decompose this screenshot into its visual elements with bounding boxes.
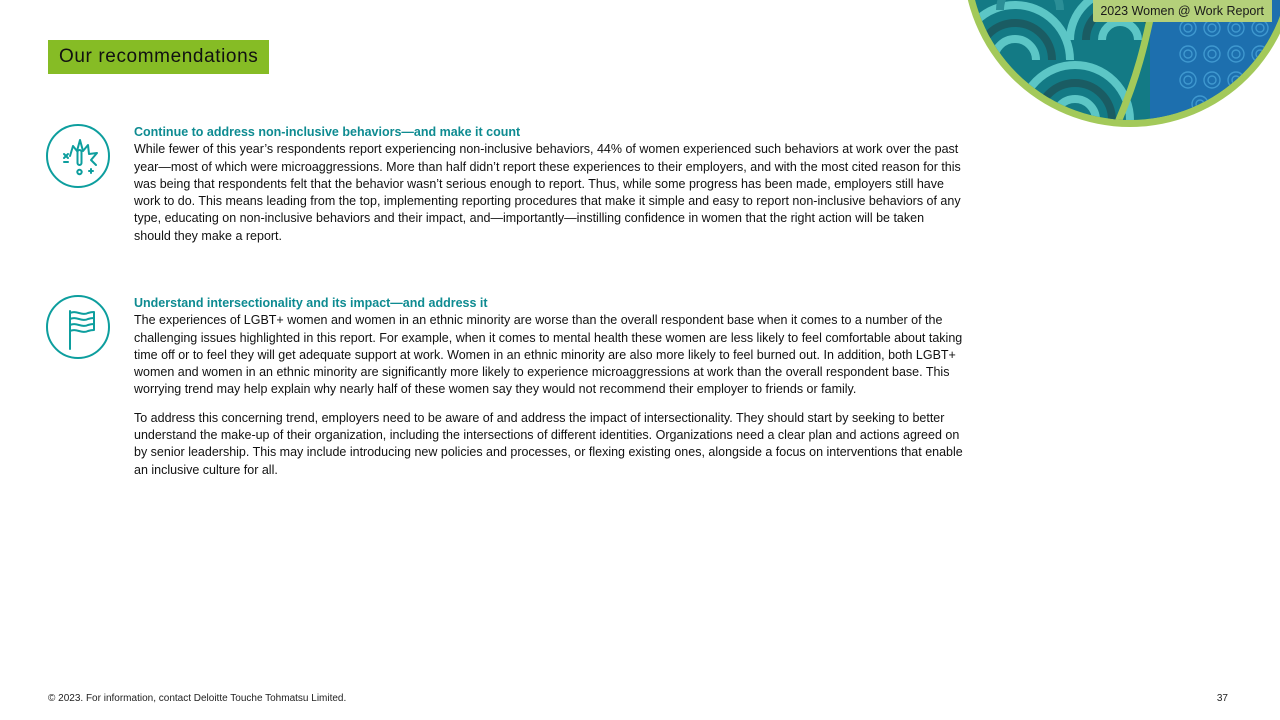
recommendation-paragraph: To address this concerning trend, employers need to be aware of and address the impact of intersectionality. They should start by seeking to better understand the make-up of their organization, including the intersections of different identities. Organizations need a clear plan and actions agreed on by senior leadership. This may include introducing new policies and processes, or flexing existing ones, alongside a focus on interventions that enable an inclusive culture for all.	[134, 410, 963, 477]
page-number: 37	[1216, 693, 1228, 704]
recommendation-heading: Continue to address non-inclusive behaviors—and make it count	[134, 125, 521, 139]
recommendation-paragraph: The experiences of LGBT+ women and women in an ethnic minority are worse than the overall respondent base when it comes to a number of the challenging issues highlighted in this report. For example, when it comes to mental health these women are less likely to feel comfortable about taking time off or to feel they will get adequate support at work. Women in an ethnic minority are also more likely to feel burned out. In addition, both LGBT+ women and women in an ethnic minority are significantly more likely to experience microaggressions at work than the overall respondent base. This worrying trend may help explain why nearly half of these women say they would not recommend their employer to friends or family.	[134, 313, 963, 397]
recommendation-paragraph: While fewer of this year’s respondents report experiencing non-inclusive behaviors, 44% of women experienced such behaviors at work over the past year—most of which were microaggressions. More than half didn’t report these experiences to their employers, and with the most cited reason for this was being that respondents felt that the behavior wasn’t serious enough to report. Thus, while some progress has been made, employers still have work to do. This means leading from the top, implementing reporting procedures that make it simple and easy to report non-inclusive behaviors of any type, educating on non-inclusive behaviors and their impact, and—importantly—instilling confidence in women that the right action will be taken should they make a report.	[134, 142, 961, 243]
copyright-notice: © 2023. For information, contact Deloitte Touche Tohmatsu Limited.	[48, 693, 347, 704]
report-title-tag: 2023 Women @ Work Report	[1093, 0, 1272, 22]
flag-icon	[46, 295, 110, 359]
page-title: Our recommendations	[48, 40, 269, 74]
alert-burst-icon	[46, 124, 110, 188]
recommendation-heading: Understand intersectionality and its impact—and address it	[134, 296, 488, 310]
